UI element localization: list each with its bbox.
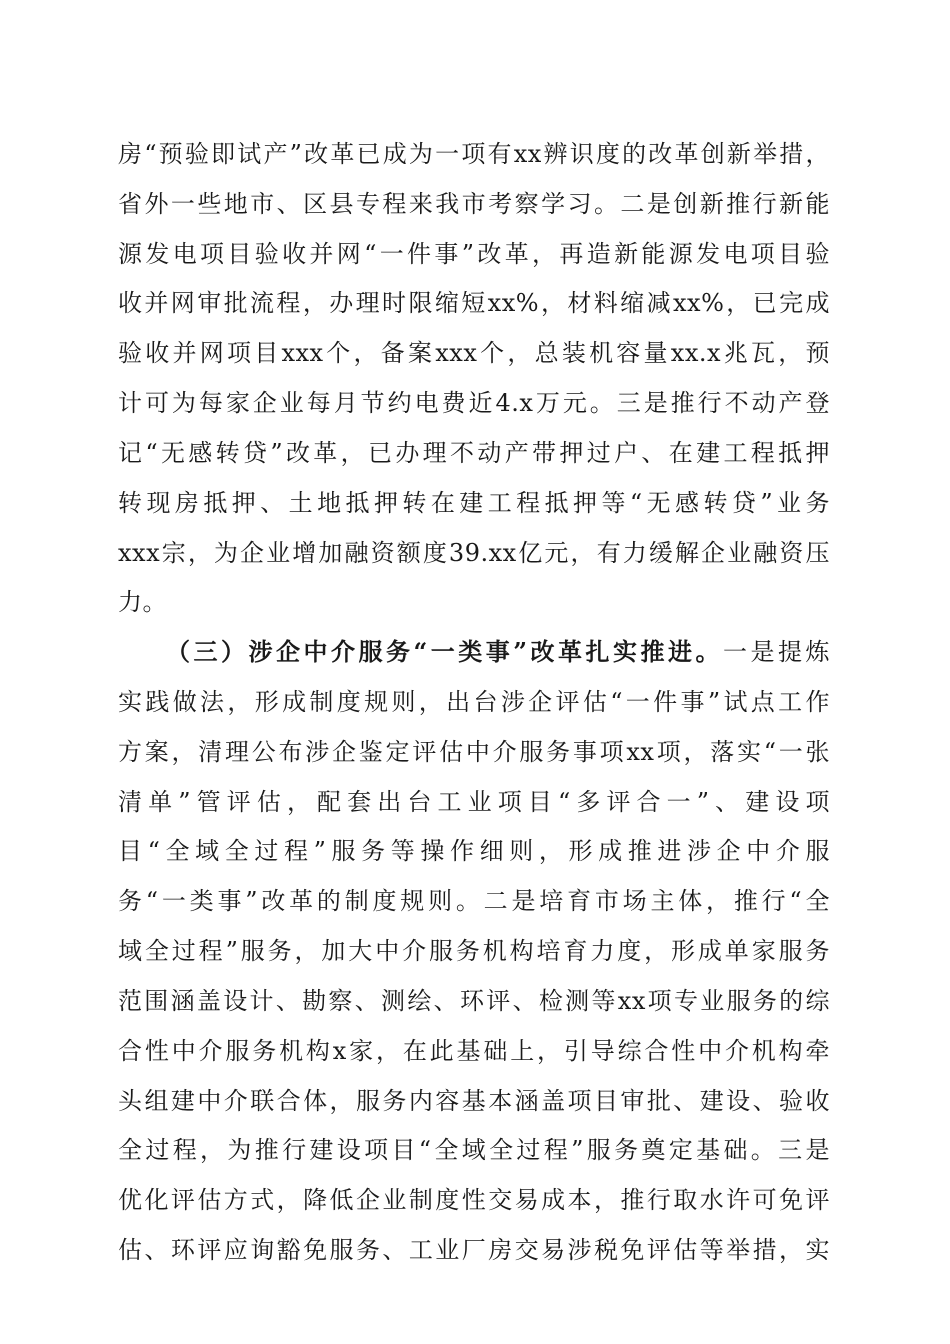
paragraph-line: 清单”管评估，配套出台工业项目“多评合一”、建设项 [118,788,830,816]
paragraph-line: 记“无感转贷”改革，已办理不动产带押过户、在建工程抵押 [118,439,830,467]
paragraph-line: 域全过程”服务，加大中介服务机构培育力度，形成单家服务 [118,937,830,965]
paragraph-line: 合性中介服务机构x家，在此基础上，引导综合性中介机构牵 [118,1037,830,1065]
section-heading: （三）涉企中介服务“一类事”改革扎实推进。 [166,637,724,666]
paragraph-line: 计可为每家企业每月节约电费近4.x万元。三是推行不动产登 [118,389,830,417]
paragraph-line: 优化评估方式，降低企业制度性交易成本，推行取水许可免评 [118,1186,830,1214]
paragraph-line: 转现房抵押、土地抵押转在建工程抵押等“无感转贷”业务 [118,489,830,517]
paragraph-line: 收并网审批流程，办理时限缩短xx%，材料缩减xx%，已完成 [118,289,830,317]
paragraph-line: 估、环评应询豁免服务、工业厂房交易涉税免评估等举措，实 [118,1236,830,1264]
paragraph-line: 验收并网项目xxx个，备案xxx个，总装机容量xx.x兆瓦，预 [118,339,830,367]
paragraph-line: 力。 [118,588,167,616]
paragraph-line: xxx宗，为企业增加融资额度39.xx亿元，有力缓解企业融资压 [118,539,830,567]
section-heading-line [166,634,830,670]
paragraph-line: 目“全域全过程”服务等操作细则，形成推进涉企中介服 [118,837,830,865]
paragraph-line: 实践做法，形成制度规则，出台涉企评估“一件事”试点工作 [118,688,830,716]
paragraph-line: 方案，清理公布涉企鉴定评估中介服务事项xx项，落实“一张 [118,738,830,766]
paragraph-line: 省外一些地市、区县专程来我市考察学习。二是创新推行新能 [118,190,830,218]
paragraph-line: 房“预验即试产”改革已成为一项有xx辨识度的改革创新举措， [118,140,830,168]
section-heading-rest: 一是提炼 [723,638,831,666]
paragraph-line: 源发电项目验收并网“一件事”改革，再造新能源发电项目验 [118,240,830,268]
paragraph-line: 全过程，为推行建设项目“全域全过程”服务奠定基础。三是 [118,1136,830,1164]
paragraph-line: 头组建中介联合体，服务内容基本涵盖项目审批、建设、验收 [118,1087,830,1115]
paragraph-line: 范围涵盖设计、勘察、测绘、环评、检测等xx项专业服务的综 [118,987,830,1015]
paragraph-line: 务“一类事”改革的制度规则。二是培育市场主体，推行“全 [118,887,830,915]
